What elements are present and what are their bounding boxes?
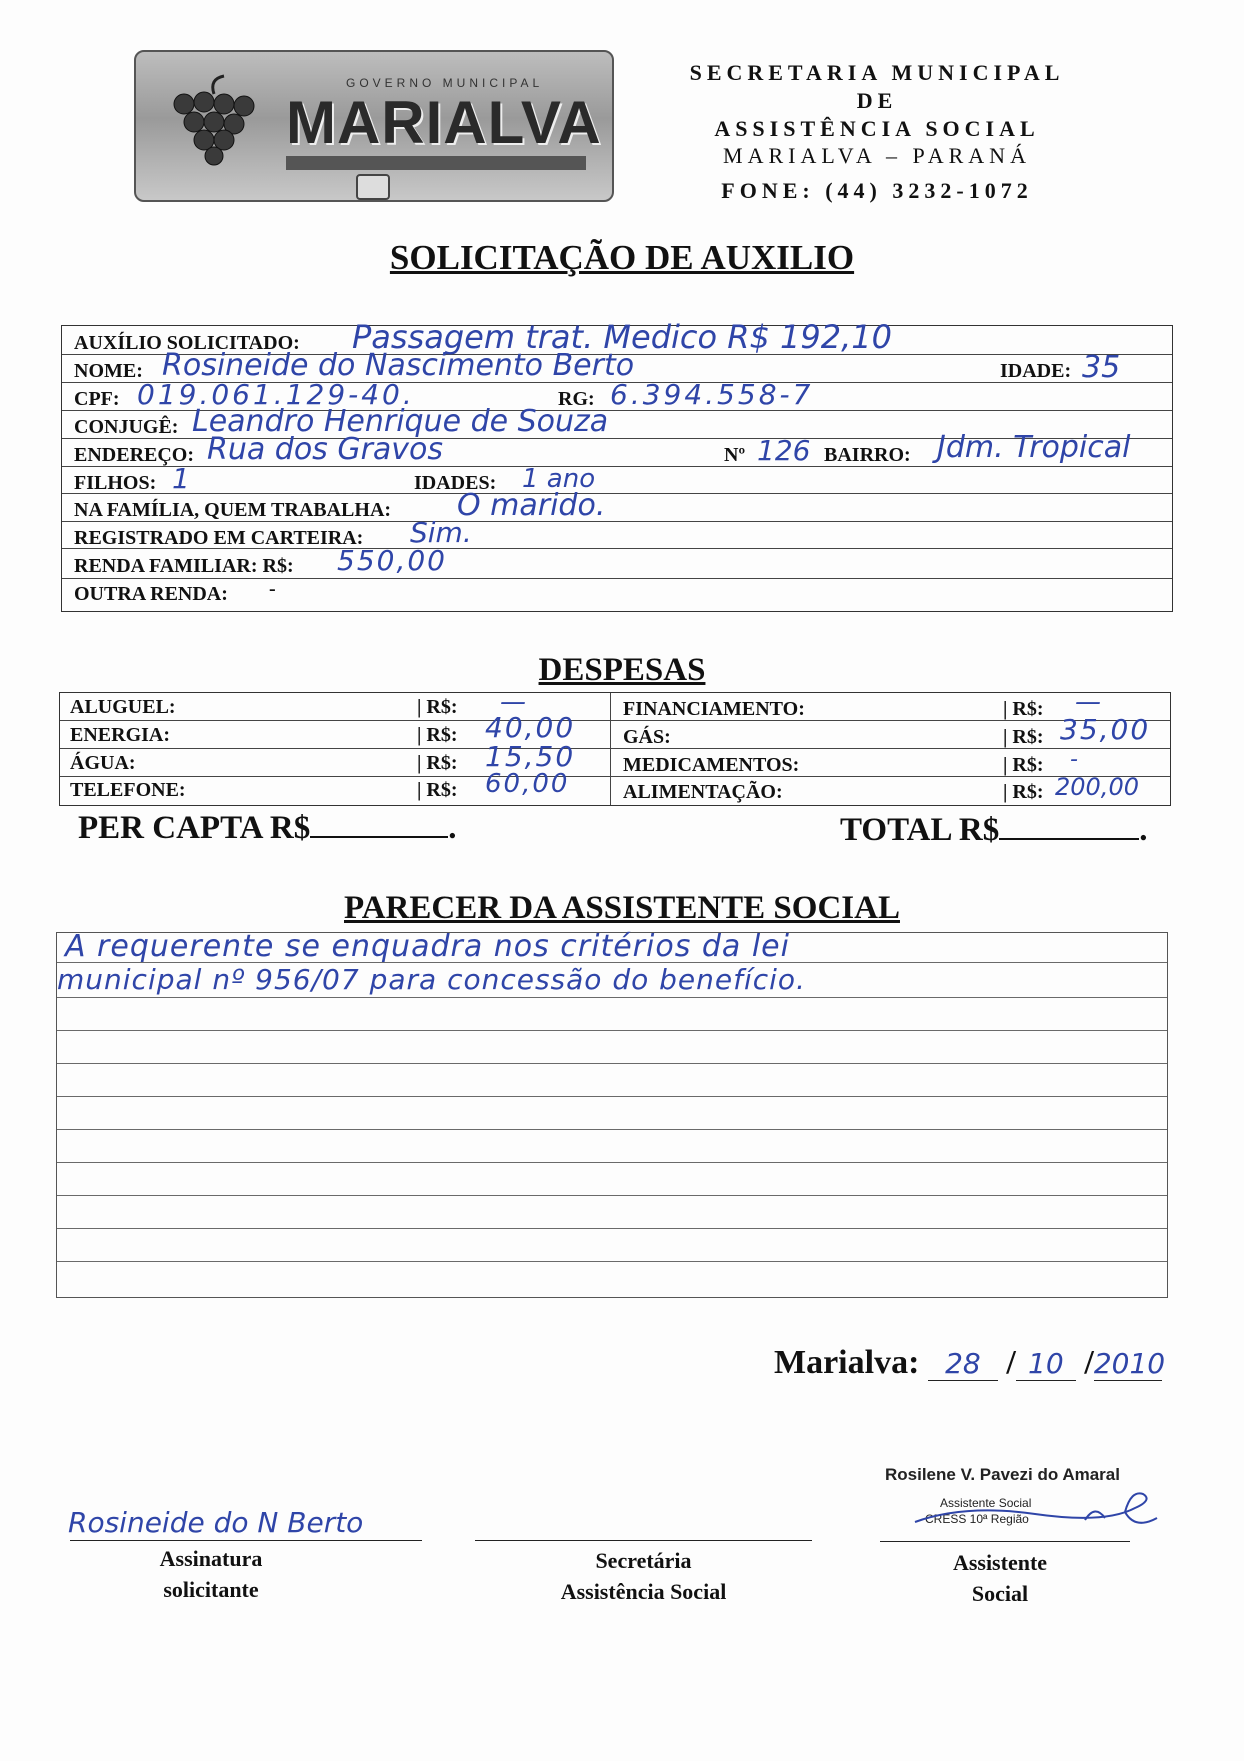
aluguel-currency: | R$: [417, 696, 458, 718]
carteira-label: REGISTRADO EM CARTEIRA: [74, 527, 364, 549]
assistant-signature-scribble [905, 1490, 1165, 1540]
date-year: 2010 [1093, 1347, 1166, 1380]
conjuge-label: CONJUGÊ: [74, 416, 179, 438]
agua-label: ÁGUA: [70, 752, 136, 774]
gas-value: 35,00 [1060, 713, 1151, 746]
form-title: SOLICITAÇÃO DE AUXILIO [389, 238, 855, 277]
stamp-role: Assistente Social [940, 1496, 1032, 1510]
agua-value: 15,50 [485, 740, 576, 773]
per-capta-field: PER CAPTA R$ . [78, 810, 457, 846]
auxilio-label: AUXÍLIO SOLICITADO: [74, 332, 300, 354]
outra-renda-label: OUTRA RENDA: [74, 583, 228, 605]
cpf-value: 019.061.129-40. [137, 378, 415, 411]
parecer-title: PARECER DA ASSISTENTE SOCIAL [344, 890, 900, 926]
conjuge-value: Leandro Henrique de Souza [192, 404, 609, 439]
despesas-title: DESPESAS [538, 652, 706, 688]
header-line-1: SECRETARIA MUNICIPAL [689, 60, 1065, 85]
financiamento-value: — [1075, 687, 1101, 717]
crest-icon [356, 174, 390, 200]
medicamentos-label: MEDICAMENTOS: [623, 754, 800, 776]
secretary-caption: Secretária Assistência Social [560, 1548, 727, 1604]
assistant-signature-line [880, 1541, 1130, 1542]
assistant-caption: Assistente Social [952, 1550, 1048, 1606]
parecer-box [56, 929, 1168, 1298]
applicant-caption: Assinatura solicitante [159, 1546, 263, 1602]
endereco-label: ENDEREÇO: [74, 444, 195, 466]
outra-renda-value: - [269, 578, 276, 600]
logo-band [286, 156, 586, 170]
telefone-label: TELEFONE: [70, 779, 186, 801]
nome-value: Rosineide do Nascimento Berto [162, 348, 635, 383]
header-line-2: DE [856, 88, 898, 113]
stamp-name: Rosilene V. Pavezi do Amaral [885, 1465, 1120, 1484]
numero-value: 126 [757, 434, 811, 467]
cpf-label: CPF: [74, 388, 120, 410]
energia-currency: | R$: [417, 724, 458, 746]
applicant-signature-line [70, 1540, 422, 1541]
alimentacao-value: 200,00 [1055, 773, 1139, 801]
grapes-icon [154, 74, 274, 174]
carteira-value: Sim. [410, 516, 472, 549]
parecer-line-2: municipal nº 956/07 para concessão do benefício. [57, 963, 806, 996]
date-month: 10 [1016, 1347, 1076, 1381]
trabalha-value: O marido. [457, 488, 606, 523]
auxilio-value: Passagem trat. Medico R$ 192,10 [352, 318, 892, 356]
logo-name: MARIALVA [286, 89, 602, 156]
filhos-label: FILHOS: [74, 472, 157, 494]
logo-subtitle: GOVERNO MUNICIPAL [346, 76, 544, 90]
gas-currency: | R$: [1003, 726, 1044, 748]
agua-currency: | R$: [417, 752, 458, 774]
renda-label: RENDA FAMILIAR: R$: [74, 555, 294, 577]
renda-value: 550,00 [337, 544, 447, 577]
medicamentos-value: - [1070, 747, 1078, 772]
municipal-logo [134, 50, 614, 202]
alimentacao-currency: | R$: [1003, 781, 1044, 803]
numero-label: Nº [724, 444, 746, 466]
energia-label: ENERGIA: [70, 724, 171, 746]
financiamento-label: FINANCIAMENTO: [623, 698, 805, 720]
parecer-line-1: A requerente se enquadra nos critérios da lei [65, 929, 790, 964]
filhos-value: 1 [172, 462, 190, 495]
energia-value: 40,00 [485, 711, 576, 744]
date-field: Marialva: 28 / 10 /2010 [774, 1344, 1166, 1381]
rg-label: RG: [558, 388, 595, 410]
bairro-label: BAIRRO: [824, 444, 911, 466]
applicant-signature: Rosineide do N Berto [68, 1506, 364, 1539]
endereco-value: Rua dos Gravos [207, 432, 444, 467]
applicant-box [61, 318, 1173, 612]
secretary-signature-line [475, 1540, 812, 1541]
idades-label: IDADES: [414, 472, 497, 494]
financiamento-currency: | R$: [1003, 698, 1044, 720]
trabalha-label: NA FAMÍLIA, QUEM TRABALHA: [74, 499, 392, 521]
header-line-3: ASSISTÊNCIA SOCIAL [714, 116, 1040, 141]
telefone-currency: | R$: [417, 779, 458, 801]
aluguel-label: ALUGUEL: [70, 696, 176, 718]
header-phone: FONE: (44) 3232-1072 [721, 178, 1033, 203]
date-day: 28 [928, 1347, 998, 1381]
total-field: TOTAL R$ . [840, 812, 1148, 848]
nome-label: NOME: [74, 360, 143, 382]
rg-value: 6.394.558-7 [610, 378, 814, 411]
bairro-value: Jdm. Tropical [937, 430, 1131, 465]
despesas-table [59, 687, 1171, 806]
alimentacao-label: ALIMENTAÇÃO: [623, 781, 783, 803]
gas-label: GÁS: [623, 726, 671, 748]
header-line-4: MARIALVA – PARANÁ [723, 143, 1031, 168]
stamp-cress: CRESS 10ª Região [925, 1512, 1029, 1526]
medicamentos-currency: | R$: [1003, 754, 1044, 776]
aluguel-value: — [500, 687, 526, 717]
date-label: Marialva: [774, 1344, 920, 1381]
telefone-value: 60,00 [485, 769, 570, 799]
idades-value: 1 ano [522, 464, 596, 494]
idade-label: IDADE: [1000, 360, 1072, 382]
idade-value: 35 [1082, 350, 1121, 385]
